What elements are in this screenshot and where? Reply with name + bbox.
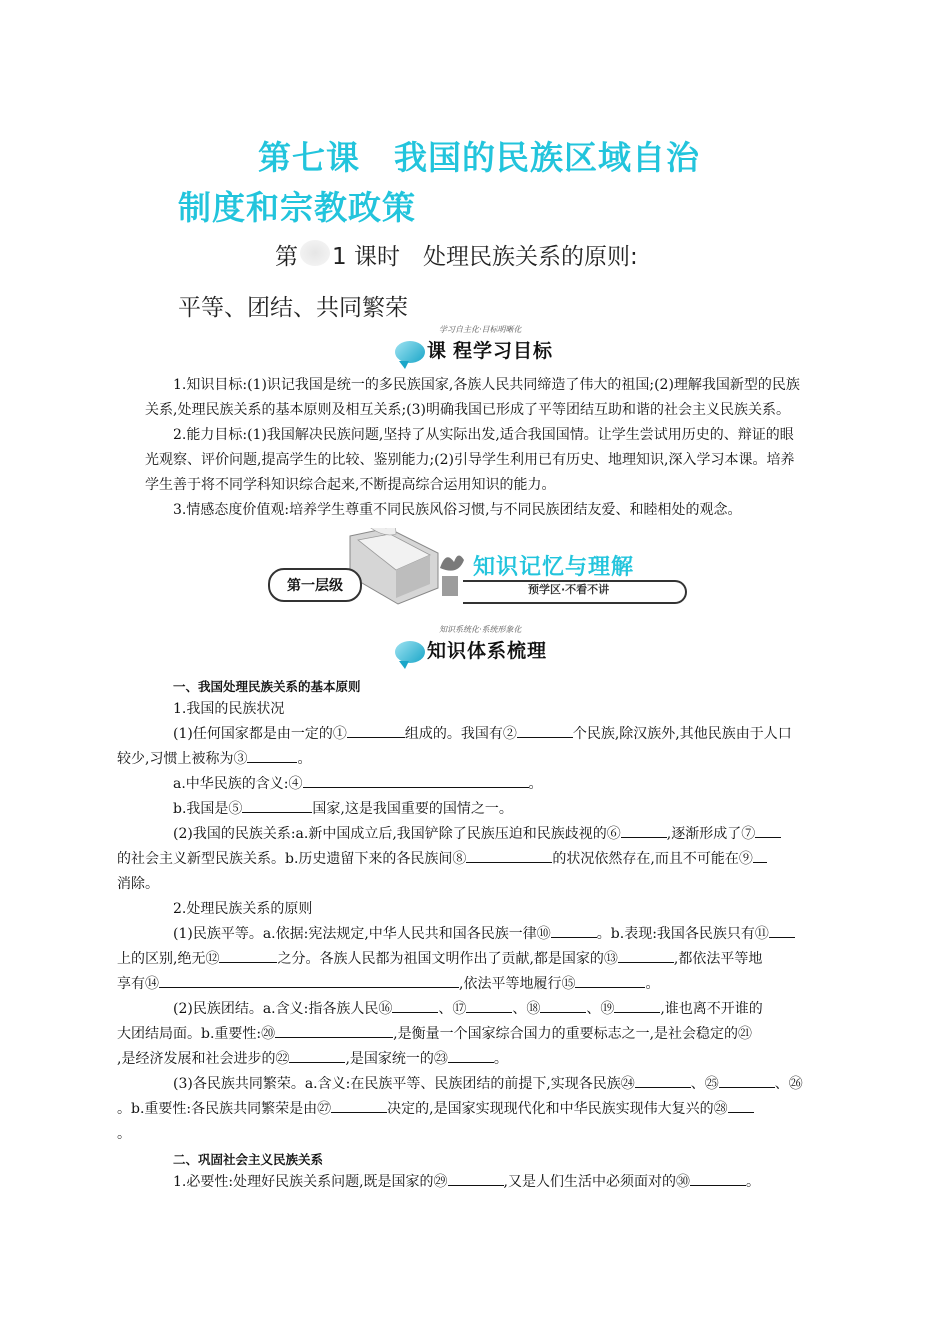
blank-12[interactable]: [219, 948, 277, 963]
q2i: ,是国家统一的㉓: [345, 1051, 448, 1067]
blank-30[interactable]: [690, 1171, 746, 1186]
blank-15[interactable]: [575, 973, 645, 988]
blank-6[interactable]: [621, 823, 667, 838]
q1c: 上的区别,绝无⑫: [117, 951, 220, 967]
p2b: ,逐渐形成了⑦: [666, 826, 756, 842]
period-title-text: 1 课时 处理民族关系的原则:: [332, 244, 638, 270]
lesson-title-line2: 制度和宗教政策: [178, 188, 416, 227]
q2c: 、⑱: [512, 1001, 541, 1017]
p2d: 的状况依然存在,而且不可能在⑨: [552, 851, 753, 867]
objectives: [145, 373, 805, 523]
blank-14[interactable]: [159, 973, 459, 988]
banner1-big-a: 课: [427, 340, 448, 362]
course-objectives-banner: [395, 325, 554, 363]
q2e: ,谁也离不开谁的: [660, 1001, 763, 1017]
p1d: 较少,习惯上被称为③: [117, 751, 248, 767]
q1a: (1)民族平等。a.依据:宪法规定,中华人民共和国各民族一律⑩: [173, 926, 551, 942]
blank-8[interactable]: [466, 848, 552, 863]
p1c: 个民族,除汉族外,其他民族由于人口: [572, 726, 792, 742]
section1-body: [117, 697, 807, 1147]
period-title-prefix: 第: [275, 244, 298, 270]
blank-25[interactable]: [719, 1073, 775, 1088]
blank-24[interactable]: [635, 1073, 691, 1088]
blank-4[interactable]: [303, 773, 529, 788]
blank-10[interactable]: [551, 923, 597, 938]
para-equality: [117, 922, 807, 997]
pb1: b.我国是⑤: [173, 801, 243, 817]
r1a: 1.必要性:处理好民族关系问题,既是国家的㉙: [173, 1174, 448, 1190]
para-2: [117, 822, 807, 897]
q2f: 大团结局面。b.重要性:⑳: [117, 1026, 276, 1042]
knowledge-system-banner: [395, 625, 548, 663]
blank-27[interactable]: [331, 1098, 387, 1113]
banner1-big-b: 程学习目标: [453, 340, 554, 362]
p2e: 消除。: [117, 876, 159, 892]
para-a: [145, 772, 807, 797]
pa2: 。: [528, 776, 543, 792]
grey-blot: [300, 240, 330, 266]
p2c: 的社会主义新型民族关系。b.历史遗留下来的各民族间⑧: [117, 851, 467, 867]
pa1: a.中华民族的含义:④: [173, 776, 303, 792]
q1e: ,都依法平等地: [673, 951, 763, 967]
q1b: 。b.表现:我国各民族只有⑪: [596, 926, 769, 942]
q2j: 。: [493, 1051, 508, 1067]
objective-ability: 2.能力目标:(1)我国解决民族问题,坚持了从实际出发,适合我国国情。让学生尝试用历史的、辩证的眼光观察、评价问题,提高学生的比较、鉴别能力;(2)引导学生利用已有历史、地理知识,深入学习本课。培养学生善于将不同学科知识综合起来,不断提高综合运用知识的能力。: [145, 427, 795, 493]
blank-3[interactable]: [247, 748, 297, 763]
level-title: 知识记忆与理解: [473, 555, 635, 580]
q2g: ,是衡量一个国家综合国力的重要标志之一,是社会稳定的㉑: [393, 1026, 753, 1042]
section2-body: [145, 1170, 807, 1195]
q1d: 之分。各族人民都为祖国文明作出了贡献,都是国家的⑬: [277, 951, 618, 967]
section2-heading: 二、巩固社会主义民族关系: [173, 1152, 324, 1167]
blank-19[interactable]: [614, 998, 660, 1013]
q2a: (2)民族团结。a.含义:指各族人民⑯: [173, 1001, 393, 1017]
blank-11[interactable]: [769, 923, 795, 938]
q3a: (3)各民族共同繁荣。a.含义:在民族平等、民族团结的前提下,实现各民族㉔: [173, 1076, 635, 1092]
p1b: 组成的。我国有②: [404, 726, 517, 742]
speech-bubble-icon: [395, 341, 425, 363]
blank-9[interactable]: [753, 848, 767, 863]
blank-13[interactable]: [618, 948, 674, 963]
q1g: ,依法平等地履行⑮: [459, 976, 576, 992]
speech-bubble-icon: [395, 641, 425, 663]
period-subtitle: 平等、团结、共同繁荣: [178, 295, 408, 321]
pb2: 国家,这是我国重要的国情之一。: [312, 801, 513, 817]
objective-knowledge: 1.知识目标:(1)识记我国是统一的多民族国家,各族人民共同缔造了伟大的祖国;(2)理解我国新型的民族关系,处理民族关系的基本原则及相互关系;(3)明确我国已形成了平等团结互助和谐的社会主义民族关系。: [145, 377, 800, 418]
r1b: ,又是人们生活中必须面对的㉚: [503, 1174, 690, 1190]
q2d: 、⑲: [586, 1001, 615, 1017]
q3f: 。: [117, 1126, 131, 1142]
blank-18[interactable]: [540, 998, 586, 1013]
para-prosperity: [117, 1072, 807, 1147]
blank-7[interactable]: [755, 823, 781, 838]
blank-28[interactable]: [728, 1098, 754, 1113]
q3b: 、㉕: [690, 1076, 719, 1092]
blank-5[interactable]: [242, 798, 312, 813]
blank-2[interactable]: [517, 723, 573, 738]
blank-16[interactable]: [392, 998, 438, 1013]
s1-subheading: 1.我国的民族状况: [173, 701, 285, 717]
q2b: 、⑰: [438, 1001, 467, 1017]
lesson-title-line1: 第七课 我国的民族区域自治: [258, 138, 700, 177]
banner2-small-text: 知识系统化·系统形象化: [439, 625, 522, 634]
para-1: [117, 722, 807, 772]
p1e: 。: [297, 751, 312, 767]
p1a: (1)任何国家都是由一定的①: [173, 726, 347, 742]
level-badge: 第一层级: [268, 568, 362, 602]
blank-17[interactable]: [466, 998, 512, 1013]
para-unity: [117, 997, 807, 1072]
r1c: 。: [745, 1174, 760, 1190]
q2h: ,是经济发展和社会进步的㉒: [117, 1051, 290, 1067]
s2-subheading: 2.处理民族关系的原则: [173, 901, 313, 917]
q1h: 。: [645, 976, 660, 992]
section1-heading: 一、我国处理民族关系的基本原则: [173, 679, 361, 694]
level-banner: [268, 528, 688, 610]
blank-20[interactable]: [275, 1023, 393, 1038]
para-b: [145, 797, 807, 822]
period-title: [275, 238, 638, 271]
blank-1[interactable]: [347, 723, 405, 738]
q3d: 。b.重要性:各民族共同繁荣是由㉗: [117, 1101, 332, 1117]
q3c: 、㉖: [774, 1076, 803, 1092]
blank-22[interactable]: [289, 1048, 345, 1063]
q3e: 决定的,是国家实现现代化和中华民族实现伟大复兴的㉘: [387, 1101, 728, 1117]
para-necessity: [145, 1170, 807, 1195]
q1f: 享有⑭: [117, 976, 159, 992]
blank-29[interactable]: [448, 1171, 504, 1186]
p2a: (2)我国的民族关系:a.新中国成立后,我国铲除了民族压迫和民族歧视的⑥: [173, 826, 621, 842]
banner2-big: 知识体系梳理: [427, 640, 548, 662]
banner1-small-text: 学习自主化·目标明晰化: [439, 325, 522, 334]
objective-attitude: 3.情感态度价值观:培养学生尊重不同民族风俗习惯,与不同民族团结友爱、和睦相处的观念。: [173, 502, 742, 518]
level-subtitle: 预学区·不看不讲: [528, 583, 610, 596]
blank-23[interactable]: [448, 1048, 494, 1063]
